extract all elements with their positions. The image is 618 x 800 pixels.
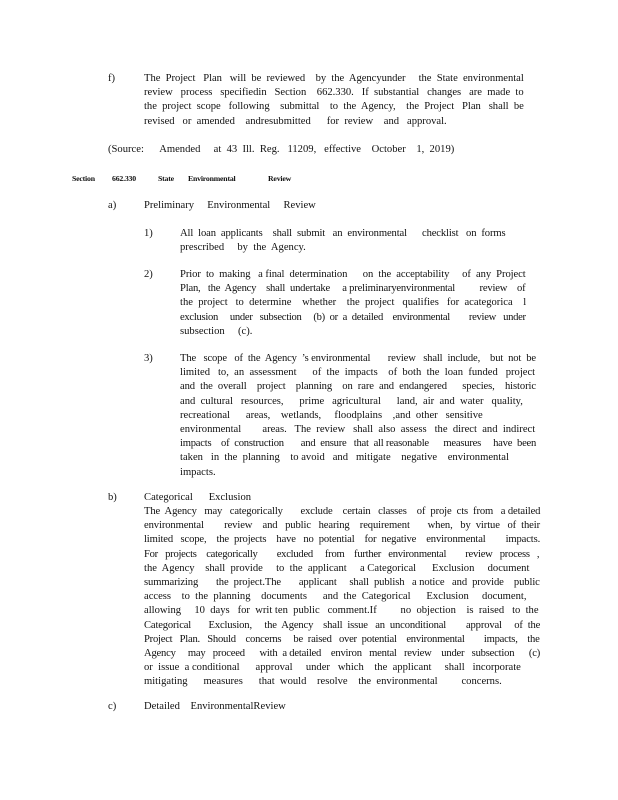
text-line: The scope of the Agency ’s environmental review shall include, but not be — [180, 353, 536, 364]
source-note: (Source: Amended at 43 Ill. Reg. 11209, effective October 1, 2019) — [108, 144, 455, 155]
section-title-word: Environmental — [188, 174, 236, 183]
item-f-paragraph — [144, 72, 524, 129]
text-line: summarizing the project.The applicant shall publish a notice and provide public — [144, 577, 540, 589]
list-marker-b: b) — [108, 492, 117, 503]
text-line: limited scope, the projects have no potential for negative environmental impacts. — [144, 534, 541, 546]
text-line: subsection (c). — [180, 325, 253, 337]
text-line: allowing 10 days for writ ten public comment.If no objection is raised to the — [144, 605, 539, 617]
list-marker-a: a) — [108, 200, 117, 211]
list-marker-2: 2) — [144, 269, 153, 280]
item-1-paragraph — [180, 227, 506, 255]
text-line: the project to determine whether the project qualifies for acategorica l — [180, 297, 527, 309]
item-3-paragraph — [180, 352, 536, 480]
subsection-b-paragraph — [144, 505, 540, 690]
text-line: access to the planning documents and the Categorical Exclusion document, — [144, 591, 527, 603]
text-line: impacts. — [180, 466, 216, 478]
text-line: Agency may proceed with a detailed environ mental review under subsection (c) — [144, 648, 541, 660]
text-line: and cultural resources, prime agricultural land, air and water quality, — [180, 395, 523, 407]
subsection-a-title: Preliminary Environmental Review — [144, 200, 316, 211]
section-number: 662.330 — [112, 174, 136, 183]
text-line: mitigating measures that would resolve the environmental concerns. — [144, 676, 502, 688]
text-line: the Agency shall provide to the applicant a Categorical Exclusion document — [144, 562, 530, 574]
text-line: All loan applicants shall submit an environmental checklist on forms — [180, 228, 506, 239]
text-line: recreational areas, wetlands, floodplains ,and other sensitive — [180, 409, 483, 421]
text-line: prescribed by the Agency. — [180, 242, 306, 254]
text-line: For projects categorically excluded from further environmental review process , — [144, 548, 540, 560]
text-line: taken in the planning to avoid and mitigate negative environmental — [180, 452, 509, 464]
text-line: environmental review and public hearing requirement when, by virtue of their — [144, 520, 541, 532]
list-marker-c: c) — [108, 701, 117, 712]
text-line: exclusion under subsection (b) or a detailed environmental review under — [180, 311, 526, 323]
text-line: the project scope following submittal to the Agency, the Project Plan shall be — [144, 101, 524, 113]
section-title-word: Review — [268, 174, 292, 183]
list-marker-3: 3) — [144, 353, 153, 364]
text-line: The Agency may categorically exclude certain classes of proje cts from a detailed — [144, 506, 541, 517]
section-title-word: State — [158, 174, 174, 183]
text-line: and the overall project planning on rare and endangered species, historic — [180, 381, 536, 393]
text-line: Plan, the Agency shall undertake a preliminaryenvironmental review of — [180, 283, 526, 295]
text-line: Project Plan. Should concerns be raised over potential environmental impacts, the — [144, 633, 540, 645]
list-marker-f: f) — [108, 73, 116, 84]
subsection-c-title: Detailed EnvironmentalReview — [144, 701, 286, 712]
text-line: review process specifiedin Section 662.330. If substantial changes are made to — [144, 87, 524, 99]
text-line: limited to, an assessment of the impacts of both the loan funded project — [180, 367, 536, 379]
section-label: Section — [72, 174, 95, 183]
text-line: impacts of construction and ensure that all reasonable measures have been — [180, 438, 537, 450]
text-line: Prior to making a final determination on the acceptability of any Project — [180, 269, 526, 280]
text-line: or issue a conditional approval under which the applicant shall incorporate — [144, 662, 521, 674]
text-line: revised or amended andresubmitted for review and approval. — [144, 115, 447, 127]
text-line: environmental areas. The review shall also assess the direct and indirect — [180, 424, 536, 436]
text-line: Categorical Exclusion, the Agency shall issue an unconditional approval of the — [144, 619, 541, 631]
subsection-b-title: Categorical Exclusion — [144, 492, 252, 503]
item-2-paragraph — [180, 268, 526, 339]
list-marker-1: 1) — [144, 228, 153, 239]
text-line: The Project Plan will be reviewed by the Agencyunder the State environmental — [144, 73, 524, 84]
